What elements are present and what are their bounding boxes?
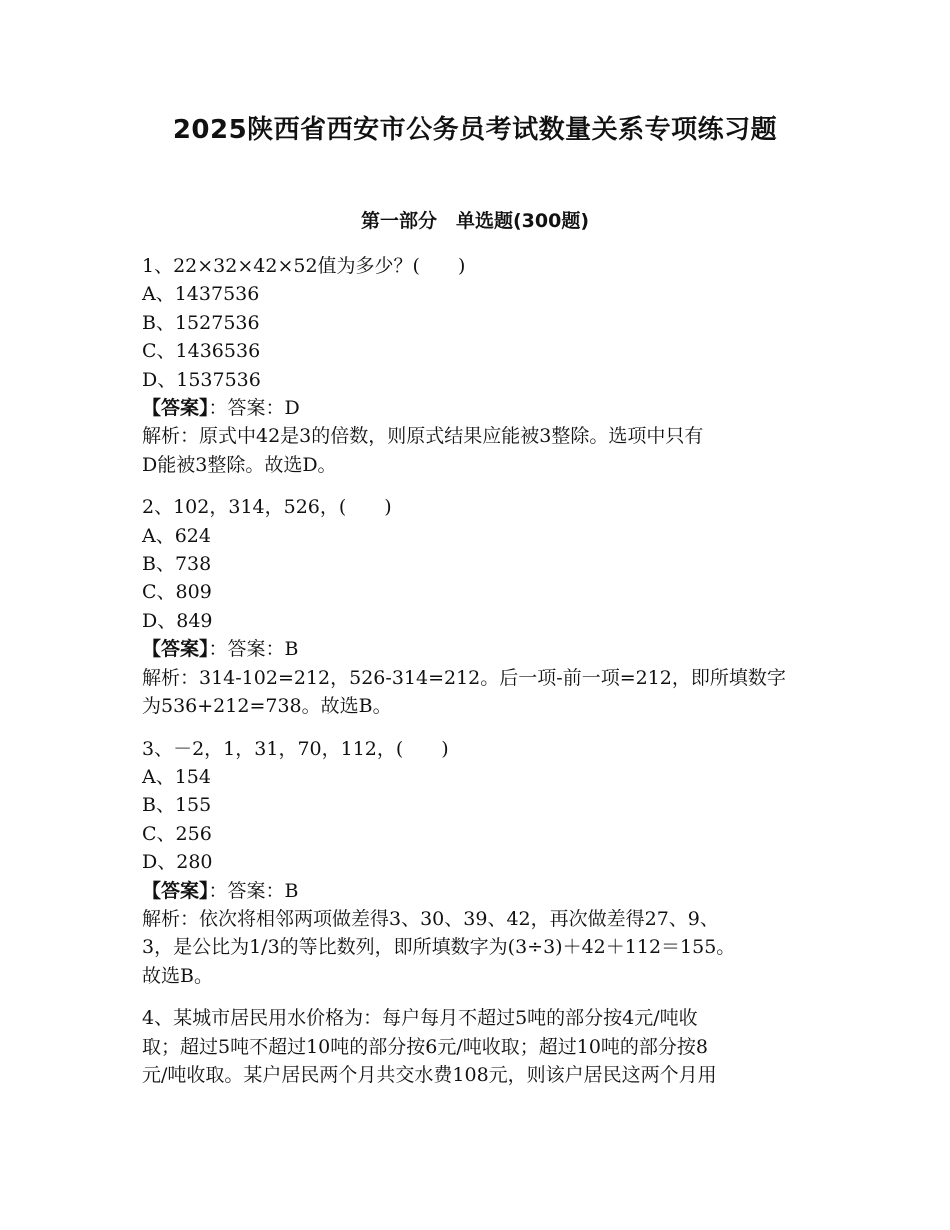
analysis-line: 为536+212=738。故选B。	[142, 695, 392, 718]
question-4	[142, 1004, 812, 1089]
analysis-line: 故选B。	[142, 964, 213, 987]
answer-label: 【答案】	[142, 397, 209, 420]
question-1	[142, 252, 812, 479]
analysis-line: 解析：314-102=212，526-314=212。后一项-前一项=212，即所填数字	[142, 666, 786, 689]
option-b: B、738	[142, 553, 212, 576]
analysis-line: 3，是公比为1/3的等比数列，即所填数字为(3÷3)＋42＋112＝155。	[142, 936, 736, 959]
option-c: C、809	[142, 581, 212, 604]
option-a: A、1437536	[142, 283, 260, 306]
section-title: 第一部分 单选题(300题)	[360, 210, 590, 232]
question-list	[142, 252, 812, 1089]
question-stem: 2、102，314，526，( )	[142, 496, 392, 519]
document-title: 2025陕西省西安市公务员考试数量关系专项练习题	[172, 115, 778, 145]
question-3	[142, 735, 812, 991]
question-stem: 元/吨收取。某户居民两个月共交水费108元，则该户居民这两个月用	[142, 1063, 717, 1086]
option-d: D、280	[142, 851, 213, 874]
option-a: A、154	[142, 765, 211, 788]
answer-label: 【答案】	[142, 879, 209, 902]
analysis-line: 解析：依次将相邻两项做差得3、30、39、42，再次做差得27、9、	[142, 907, 719, 930]
answer-line	[142, 635, 812, 663]
answer-line	[142, 394, 812, 422]
analysis-line: 解析：原式中42是3的倍数，则原式结果应能被3整除。选项中只有	[142, 425, 704, 448]
question-stem: 4、某城市居民用水价格为：每户每月不超过5吨的部分按4元/吨收	[142, 1007, 698, 1030]
answer-line	[142, 877, 812, 905]
answer-value: ：答案：B	[208, 879, 299, 902]
question-stem: 3、－2，1，31，70，112，( )	[142, 737, 449, 760]
option-a: A、624	[142, 524, 211, 547]
option-c: C、1436536	[142, 340, 261, 363]
option-b: B、1527536	[142, 311, 260, 334]
answer-label: 【答案】	[142, 638, 209, 661]
option-b: B、155	[142, 794, 212, 817]
question-2	[142, 493, 812, 720]
option-d: D、1537536	[142, 368, 261, 391]
analysis-line: D能被3整除。故选D。	[142, 453, 337, 476]
question-stem: 1、22×32×42×52值为多少？( )	[142, 255, 466, 277]
option-d: D、849	[142, 609, 213, 632]
option-c: C、256	[142, 822, 212, 845]
answer-value: ：答案：B	[208, 638, 299, 661]
question-stem: 取；超过5吨不超过10吨的部分按6元/吨收取；超过10吨的部分按8	[142, 1035, 709, 1058]
answer-value: ：答案：D	[208, 397, 300, 420]
